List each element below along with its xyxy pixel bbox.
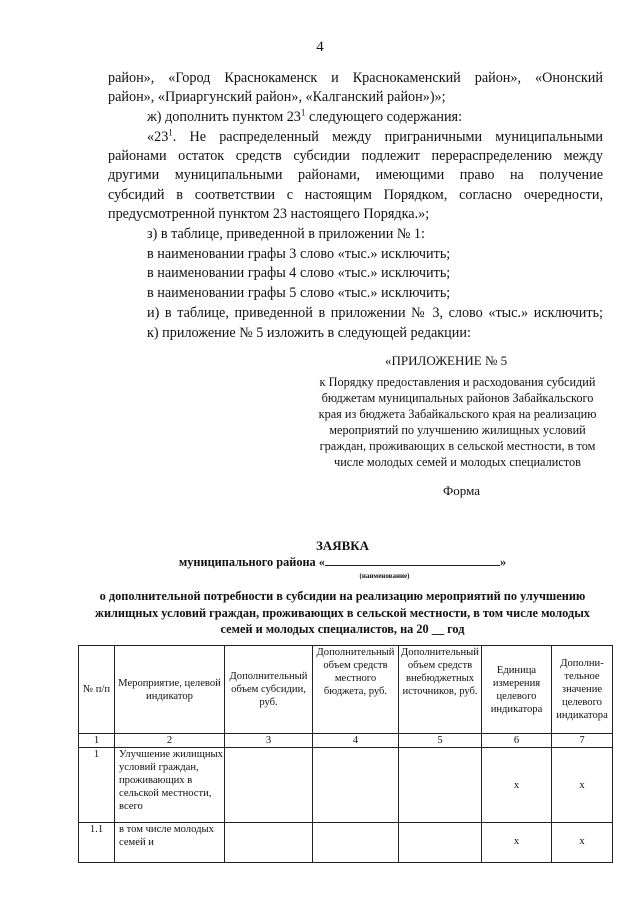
paragraph-line: в наименовании графы 4 слово «тыс.» исключить; [147, 265, 451, 281]
header-cell: № п/п [79, 646, 115, 734]
paragraph-line: предусмотренной пунктом 23 настоящего Порядка.»; [108, 206, 430, 222]
cell: x [482, 748, 552, 823]
table-header-row [79, 646, 613, 734]
paragraph-line: и) в таблице, приведенной в приложении № 3, слово «тыс.» исключить; [147, 305, 603, 321]
column-number: 5 [399, 734, 482, 748]
table-row [79, 823, 613, 863]
superscript: 1 [168, 127, 173, 138]
cell [313, 748, 399, 823]
cell [313, 823, 399, 863]
subtitle-line: о дополнительной потребности в субсидии на реализацию мероприятий по улучшению [99, 589, 586, 603]
table-row [79, 748, 613, 823]
page-number: 4 [316, 39, 324, 55]
appendix-line: к Порядку предоставления и расходования субсидий [319, 375, 596, 389]
appendix-reference [310, 374, 605, 470]
superscript: 1 [300, 107, 306, 118]
district-blank [325, 555, 500, 566]
text: «23 [147, 129, 169, 145]
column-number-row [79, 734, 613, 748]
paragraph-line: субсидий в соответствии с настоящим Порядком, согласно очередности, [108, 187, 603, 203]
appendix-line: мероприятий по улучшению жилищных условий [329, 423, 586, 437]
paragraph-line: районами остаток средств субсидии подлежит перераспределению между [108, 148, 603, 164]
district-prefix: муниципального района « [178, 555, 325, 569]
district-line [78, 555, 607, 569]
appendix-line: бюджетам муниципальных районов Забайкальского [321, 391, 594, 405]
paragraph-line: в наименовании графы 3 слово «тыс.» исключить; [147, 246, 451, 262]
paragraph-line [147, 128, 603, 146]
appendix-line: края из бюджета Забайкальского края на реализацию [318, 407, 597, 421]
header-cell: Единица измерения целевого индикатора [482, 646, 552, 734]
request-subtitle [78, 588, 607, 638]
paragraph-line: район», «Приаргунский район», «Калганский район»)»; [108, 89, 446, 105]
paragraph-line: другими муниципальными районами, имеющими право на получение [108, 167, 603, 183]
form-label: Форма [443, 483, 480, 498]
cell [399, 748, 482, 823]
appendix-title: «ПРИЛОЖЕНИЕ № 5 [385, 353, 508, 368]
subtitle-line: семей и молодых специалистов, на 20 __ год [220, 622, 465, 636]
row-number: 1 [79, 748, 115, 823]
name-caption: (наименование) [359, 572, 410, 580]
column-number: 2 [115, 734, 225, 748]
header-cell: Дополнительный объем субсидии, руб. [225, 646, 313, 734]
paragraph-line: к) приложение № 5 изложить в следующей редакции: [147, 325, 471, 341]
row-name: в том числе молодых семей и [115, 823, 225, 863]
text: следующего содержания: [305, 109, 463, 125]
appendix-line: граждан, проживающих в сельской местности, в том [319, 439, 596, 453]
request-table [78, 645, 613, 863]
column-number: 1 [79, 734, 115, 748]
paragraph-line: з) в таблице, приведенной в приложении № 1: [147, 226, 425, 242]
request-title: ЗАЯВКА [315, 538, 370, 553]
cell [225, 748, 313, 823]
cell: x [552, 823, 613, 863]
header-cell: Дополни-тельное значение целевого индикатора [552, 646, 613, 734]
cell [225, 823, 313, 863]
cell: x [482, 823, 552, 863]
column-number: 7 [552, 734, 613, 748]
subtitle-line: жилищных условий граждан, проживающих в сельской местности, в том числе молодых [95, 605, 590, 620]
column-number: 4 [313, 734, 399, 748]
appendix-line: числе молодых семей и молодых специалистов [334, 455, 581, 469]
row-number: 1.1 [79, 823, 115, 863]
cell: x [552, 748, 613, 823]
row-name: Улучшение жилищных условий граждан, проживающих в сельской местности, всего [115, 748, 225, 823]
text: . Не распределенный между приграничными муниципальными [172, 129, 603, 145]
header-cell: Мероприятие, целевой индикатор [115, 646, 225, 734]
text: ж) дополнить пунктом 23 [147, 109, 301, 125]
cell [399, 823, 482, 863]
paragraph-line [147, 108, 603, 126]
header-cell: Дополнительный объем средств местного бюджета, руб. [313, 646, 399, 734]
district-suffix: » [499, 555, 507, 569]
column-number: 3 [225, 734, 313, 748]
paragraph-line: район», «Город Краснокаменск и Краснокаменский район», «Ононский [108, 70, 603, 86]
header-cell: Дополнительный объем средств внебюджетных источников, руб. [399, 646, 482, 734]
column-number: 6 [482, 734, 552, 748]
paragraph-line: в наименовании графы 5 слово «тыс.» исключить; [147, 285, 451, 301]
